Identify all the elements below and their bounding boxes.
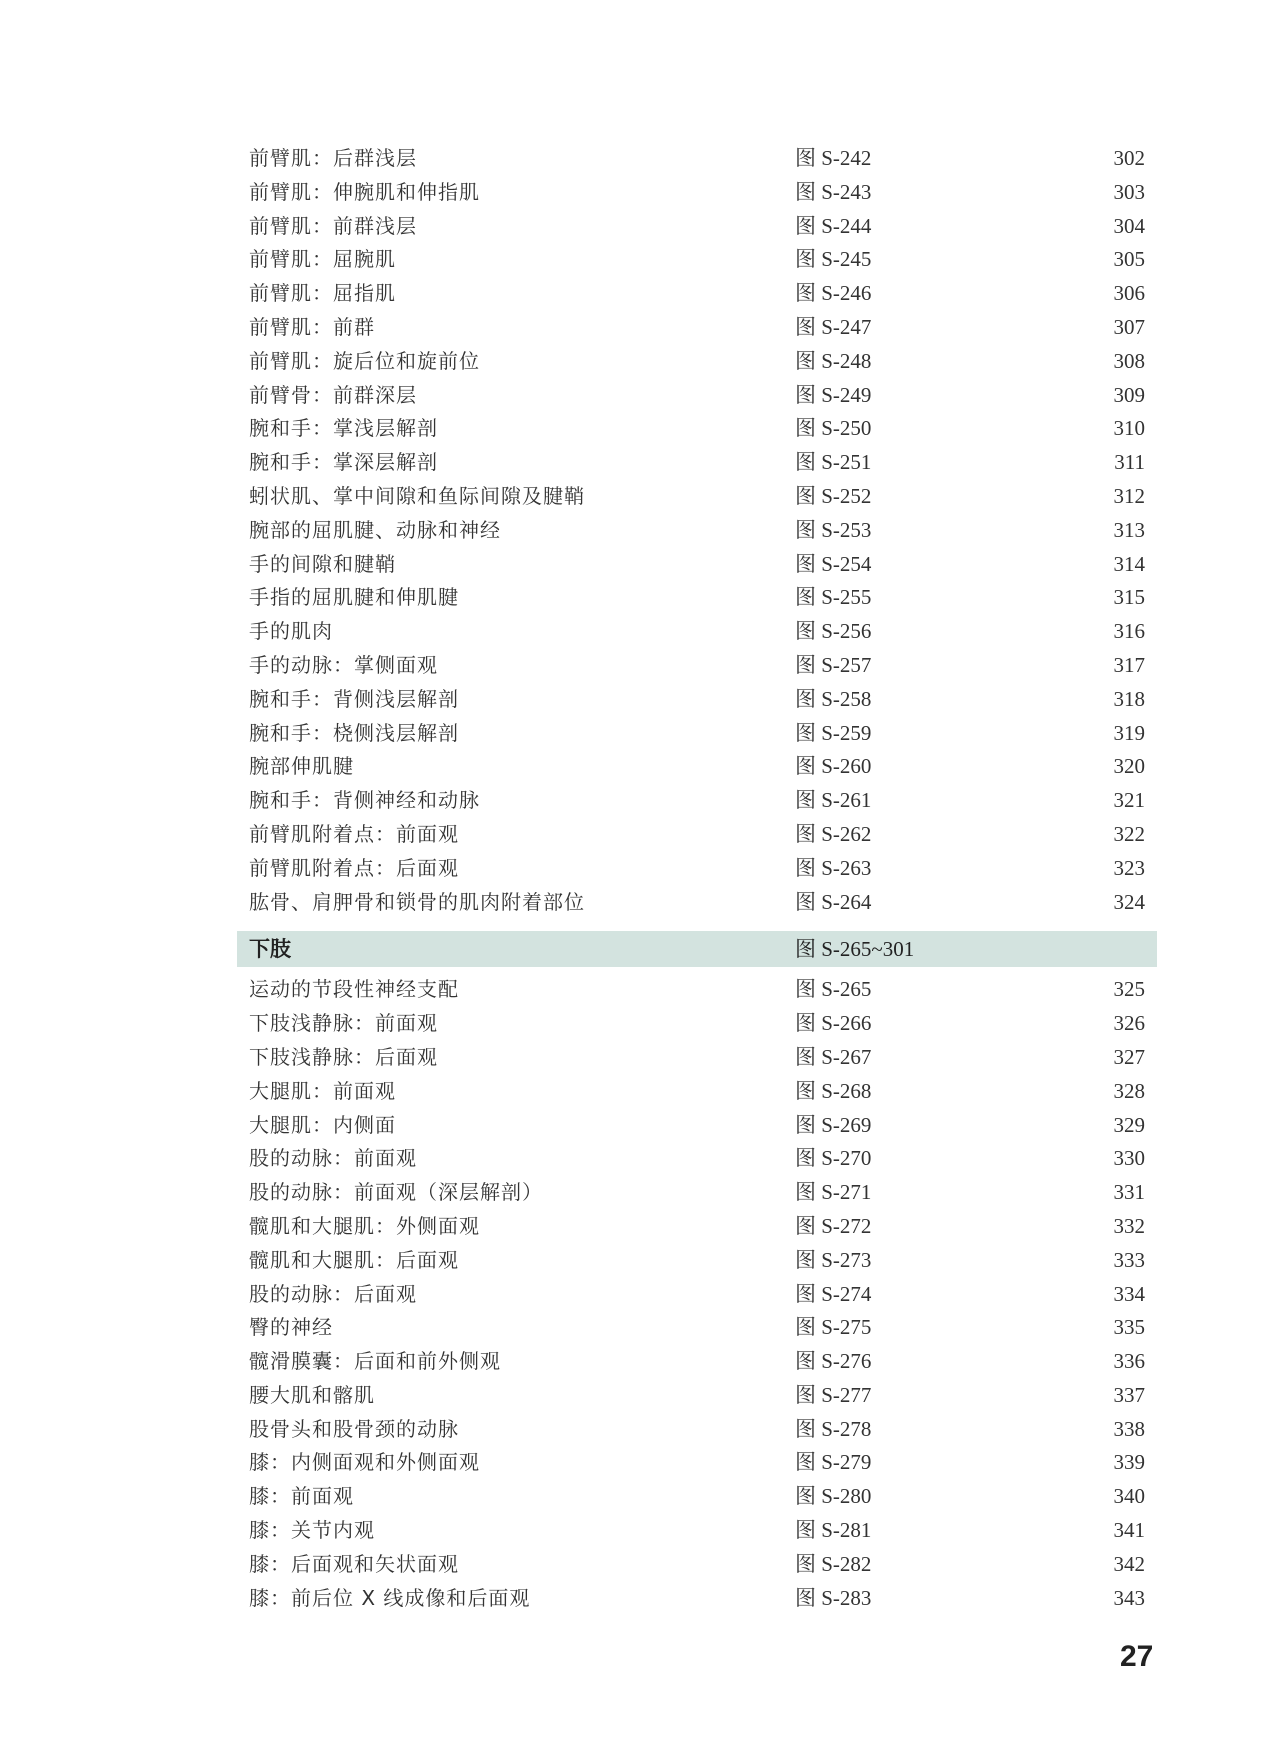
entry-figure-number: 图 S-259: [795, 720, 872, 745]
entry-figure-number: 图 S-268: [795, 1078, 872, 1103]
entry-page-number: 329: [1113, 1112, 1145, 1137]
entry-figure-number: 图 S-280: [795, 1484, 872, 1509]
entry-title: 腕部的屈肌腱、动脉和神经: [249, 517, 501, 542]
entry-title: 膝：关节内观: [249, 1518, 375, 1543]
entry-title: 髋滑膜囊：后面和前外侧观: [249, 1349, 501, 1374]
entry-page-number: 321: [1113, 788, 1145, 813]
entry-page-number: 342: [1113, 1551, 1145, 1576]
toc-entry[interactable]: [237, 210, 1157, 244]
entry-figure-number: 图 S-274: [795, 1281, 872, 1306]
entry-figure-number: 图 S-245: [795, 247, 872, 272]
entry-title: 大腿肌：内侧面: [249, 1112, 396, 1137]
entry-page-number: 312: [1113, 483, 1145, 508]
toc-entry[interactable]: [237, 1075, 1157, 1109]
entry-title: 膝：后面观和矢状面观: [249, 1551, 459, 1576]
section-header-lower-limb[interactable]: [237, 931, 1157, 967]
entry-figure-number: 图 S-261: [795, 788, 872, 813]
entry-figure-number: 图 S-251: [795, 450, 872, 475]
entry-title: 臀的神经: [249, 1315, 333, 1340]
entry-figure-number: 图 S-276: [795, 1349, 872, 1374]
entry-title: 前臂肌：伸腕肌和伸指肌: [249, 179, 480, 204]
entry-figure-number: 图 S-266: [795, 1011, 872, 1036]
entry-page-number: 311: [1114, 450, 1145, 475]
entry-title: 前臂肌附着点：后面观: [249, 855, 459, 880]
entry-title: 膝：内侧面观和外侧面观: [249, 1450, 480, 1475]
entry-title: 前臂肌：旋后位和旋前位: [249, 348, 480, 373]
toc-entry[interactable]: [237, 1278, 1157, 1312]
toc-entry[interactable]: [237, 548, 1157, 582]
entry-title: 腕和手：背侧浅层解剖: [249, 686, 459, 711]
entry-page-number: 331: [1113, 1180, 1145, 1205]
entry-page-number: 323: [1113, 855, 1145, 880]
entry-figure-number: 图 S-249: [795, 382, 872, 407]
entry-title: 前臂肌：前群: [249, 314, 375, 339]
lower-limb-entry-list: [237, 973, 1157, 1615]
entry-page-number: 305: [1113, 247, 1145, 272]
entry-figure-number: 图 S-243: [795, 179, 872, 204]
entry-title: 腰大肌和髂肌: [249, 1382, 375, 1407]
entry-page-number: 336: [1113, 1349, 1145, 1374]
entry-title: 前臂肌：前群浅层: [249, 213, 417, 238]
entry-figure-number: 图 S-260: [795, 754, 872, 779]
entry-title: 肱骨、肩胛骨和锁骨的肌肉附着部位: [249, 889, 585, 914]
toc-entry[interactable]: [237, 277, 1157, 311]
toc-entry[interactable]: [237, 1176, 1157, 1210]
toc-entry[interactable]: [237, 581, 1157, 615]
entry-title: 腕部伸肌腱: [249, 754, 354, 779]
entry-figure-number: 图 S-283: [795, 1585, 872, 1610]
entry-title: 腕和手：桡侧浅层解剖: [249, 720, 459, 745]
toc-entry[interactable]: [237, 1548, 1157, 1582]
entry-page-number: 306: [1113, 281, 1145, 306]
toc-entry[interactable]: [237, 311, 1157, 345]
toc-entry[interactable]: [237, 1345, 1157, 1379]
entry-page-number: 338: [1113, 1416, 1145, 1441]
toc-entry[interactable]: [237, 1244, 1157, 1278]
entry-figure-number: 图 S-258: [795, 686, 872, 711]
entry-title: 腕和手：掌浅层解剖: [249, 416, 438, 441]
toc-entry[interactable]: [237, 1041, 1157, 1075]
entry-title: 手的肌肉: [249, 619, 333, 644]
entry-figure-number: 图 S-279: [795, 1450, 872, 1475]
entry-title: 手的间隙和腱鞘: [249, 551, 396, 576]
entry-title: 手的动脉：掌侧面观: [249, 652, 438, 677]
entry-page-number: 324: [1113, 889, 1145, 914]
upper-limb-entry-list: [237, 142, 1157, 919]
entry-title: 膝：前面观: [249, 1484, 354, 1509]
entry-figure-number: 图 S-250: [795, 416, 872, 441]
entry-page-number: 328: [1113, 1078, 1145, 1103]
entry-figure-number: 图 S-244: [795, 213, 872, 238]
entry-figure-number: 图 S-254: [795, 551, 872, 576]
entry-page-number: 319: [1113, 720, 1145, 745]
toc-entry[interactable]: [237, 243, 1157, 277]
entry-figure-number: 图 S-253: [795, 517, 872, 542]
entry-page-number: 339: [1113, 1450, 1145, 1475]
entry-figure-number: 图 S-267: [795, 1044, 872, 1069]
entry-page-number: 317: [1113, 652, 1145, 677]
entry-figure-number: 图 S-273: [795, 1247, 872, 1272]
entry-page-number: 332: [1113, 1213, 1145, 1238]
entry-figure-number: 图 S-282: [795, 1551, 872, 1576]
entry-page-number: 302: [1113, 146, 1145, 170]
entry-figure-number: 图 S-256: [795, 619, 872, 644]
entry-page-number: 313: [1113, 517, 1145, 542]
entry-title: 前臂肌：后群浅层: [249, 146, 417, 170]
toc-entry[interactable]: [237, 886, 1157, 920]
entry-page-number: 322: [1113, 821, 1145, 846]
toc-entry[interactable]: [237, 1480, 1157, 1514]
section-title: 下肢: [249, 937, 291, 962]
entry-page-number: 325: [1113, 977, 1145, 1002]
toc-entry[interactable]: [237, 1007, 1157, 1041]
entry-page-number: 327: [1113, 1044, 1145, 1069]
toc-entry[interactable]: [237, 412, 1157, 446]
entry-figure-number: 图 S-269: [795, 1112, 872, 1137]
toc-entry[interactable]: [237, 446, 1157, 480]
entry-figure-number: 图 S-278: [795, 1416, 872, 1441]
entry-figure-number: 图 S-270: [795, 1146, 872, 1171]
page-number: 27: [1120, 1640, 1154, 1673]
toc-entry[interactable]: [237, 649, 1157, 683]
entry-figure-number: 图 S-247: [795, 314, 872, 339]
entry-page-number: 308: [1113, 348, 1145, 373]
entry-title: 前臂肌：屈指肌: [249, 281, 396, 306]
entry-figure-number: 图 S-275: [795, 1315, 872, 1340]
toc-entry[interactable]: [237, 1446, 1157, 1480]
entry-figure-number: 图 S-271: [795, 1180, 872, 1205]
toc-entry[interactable]: [237, 818, 1157, 852]
toc-entry[interactable]: [237, 1142, 1157, 1176]
toc-entry[interactable]: [237, 1379, 1157, 1413]
entry-page-number: 333: [1113, 1247, 1145, 1272]
entry-page-number: 309: [1113, 382, 1145, 407]
entry-figure-number: 图 S-255: [795, 585, 872, 610]
entry-page-number: 330: [1113, 1146, 1145, 1171]
entry-title: 股骨头和股骨颈的动脉: [249, 1416, 459, 1441]
toc-entry[interactable]: [237, 973, 1157, 1007]
toc-entry[interactable]: [237, 615, 1157, 649]
entry-figure-number: 图 S-252: [795, 483, 872, 508]
entry-page-number: 318: [1113, 686, 1145, 711]
entry-page-number: 343: [1113, 1585, 1145, 1610]
entry-page-number: 326: [1113, 1011, 1145, 1036]
entry-title: 膝：前后位 X 线成像和后面观: [249, 1585, 531, 1610]
toc-entry[interactable]: [237, 480, 1157, 514]
entry-page-number: 314: [1113, 551, 1145, 576]
table-of-contents: [237, 142, 1157, 1615]
entry-figure-number: 图 S-265: [795, 977, 872, 1002]
toc-entry[interactable]: [237, 142, 1157, 176]
entry-title: 蚓状肌、掌中间隙和鱼际间隙及腱鞘: [249, 483, 585, 508]
toc-entry[interactable]: [237, 1514, 1157, 1548]
entry-page-number: 334: [1113, 1281, 1145, 1306]
entry-page-number: 304: [1113, 213, 1145, 238]
entry-figure-number: 图 S-262: [795, 821, 872, 846]
toc-entry[interactable]: [237, 1210, 1157, 1244]
entry-page-number: 340: [1113, 1484, 1145, 1509]
entry-figure-number: 图 S-248: [795, 348, 872, 373]
entry-page-number: 335: [1113, 1315, 1145, 1340]
entry-title: 前臂骨：前群深层: [249, 382, 417, 407]
entry-figure-number: 图 S-246: [795, 281, 872, 306]
entry-page-number: 303: [1113, 179, 1145, 204]
entry-page-number: 316: [1113, 619, 1145, 644]
toc-entry[interactable]: [237, 1311, 1157, 1345]
toc-entry[interactable]: [237, 176, 1157, 210]
entry-title: 腕和手：背侧神经和动脉: [249, 788, 480, 813]
entry-title: 股的动脉：前面观（深层解剖）: [249, 1180, 543, 1205]
entry-page-number: 310: [1113, 416, 1145, 441]
entry-title: 腕和手：掌深层解剖: [249, 450, 438, 475]
toc-entry[interactable]: [237, 514, 1157, 548]
toc-entry[interactable]: [237, 1582, 1157, 1616]
toc-entry[interactable]: [237, 1109, 1157, 1143]
toc-entry[interactable]: [237, 345, 1157, 379]
entry-title: 股的动脉：后面观: [249, 1281, 417, 1306]
entry-figure-number: 图 S-264: [795, 889, 872, 914]
entry-figure-number: 图 S-263: [795, 855, 872, 880]
toc-entry[interactable]: [237, 379, 1157, 413]
entry-title: 髋肌和大腿肌：外侧面观: [249, 1213, 480, 1238]
entry-figure-number: 图 S-277: [795, 1382, 872, 1407]
toc-entry[interactable]: [237, 1413, 1157, 1447]
entry-title: 前臂肌：屈腕肌: [249, 247, 396, 272]
toc-entry[interactable]: [237, 750, 1157, 784]
entry-title: 股的动脉：前面观: [249, 1146, 417, 1171]
entry-page-number: 307: [1113, 314, 1145, 339]
entry-title: 大腿肌：前面观: [249, 1078, 396, 1103]
toc-entry[interactable]: [237, 683, 1157, 717]
entry-figure-number: 图 S-257: [795, 652, 872, 677]
entry-title: 下肢浅静脉：前面观: [249, 1011, 438, 1036]
entry-page-number: 320: [1113, 754, 1145, 779]
entry-title: 前臂肌附着点：前面观: [249, 821, 459, 846]
entry-page-number: 337: [1113, 1382, 1145, 1407]
entry-page-number: 341: [1113, 1518, 1145, 1543]
entry-figure-number: 图 S-242: [795, 146, 872, 170]
entry-figure-number: 图 S-272: [795, 1213, 872, 1238]
entry-title: 运动的节段性神经支配: [249, 977, 459, 1002]
entry-title: 髋肌和大腿肌：后面观: [249, 1247, 459, 1272]
entry-title: 手指的屈肌腱和伸肌腱: [249, 585, 459, 610]
entry-figure-number: 图 S-281: [795, 1518, 872, 1543]
toc-entry[interactable]: [237, 717, 1157, 751]
toc-entry[interactable]: [237, 852, 1157, 886]
toc-entry[interactable]: [237, 784, 1157, 818]
entry-title: 下肢浅静脉：后面观: [249, 1044, 438, 1069]
entry-page-number: 315: [1113, 585, 1145, 610]
section-figure-range: 图 S-265~301: [795, 937, 915, 962]
